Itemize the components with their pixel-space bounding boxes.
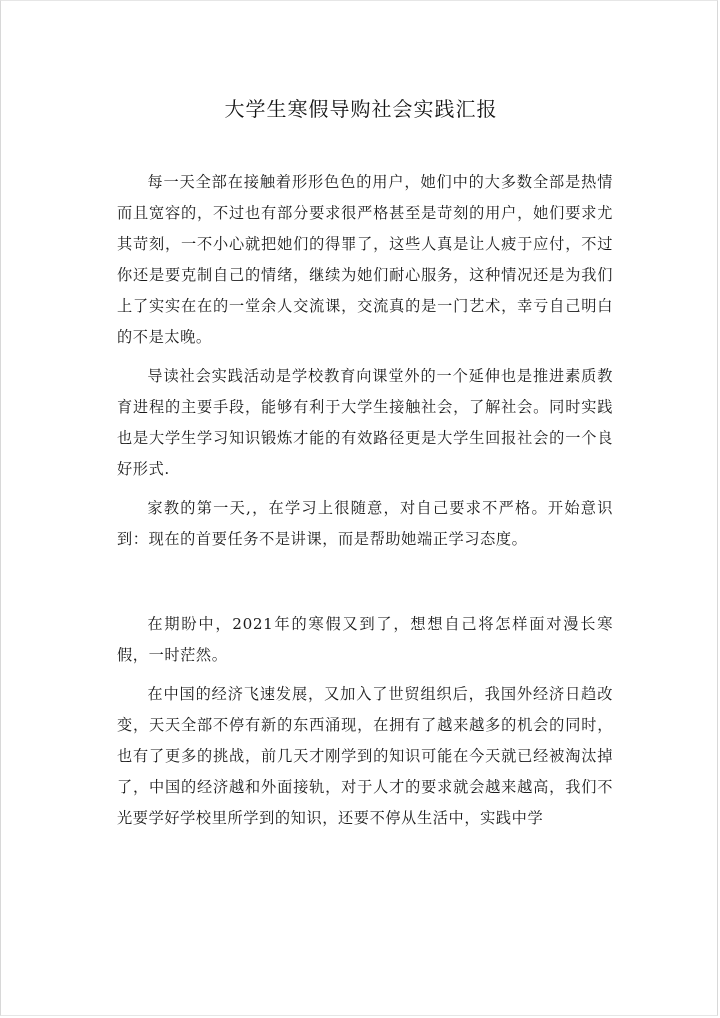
paragraph: 导读社会实践活动是学校教育向课堂外的一个延伸也是推进素质教育进程的主要手段，能够有利于大学生接触社会，了解社会。同时实践也是大学生学习知识锻炼才能的有效路径更是大学生回报社会的一个良好形式.	[117, 367, 613, 478]
paragraph: 在中国的经济飞速发展，又加入了世贸组织后，我国外经济日趋改变，天天全部不停有新的东西涌现，在拥有了越来越多的机会的同时，也有了更多的挑战，前几天才刚学到的知识可能在今天就已经被淘汰掉了，中国的经济越和外面接轨，对于人才的要求就会越来越高，我们不光要学好学校里所学到的知识，还要不停从生活中，实践中学	[117, 685, 613, 827]
document-body	[117, 167, 613, 842]
paragraph: 家教的第一天,，在学习上很随意，对自己要求不严格。开始意识到：现在的首要任务不是讲课，而是帮助她端正学习态度。	[117, 499, 613, 548]
paragraph: 每一天全部在接触着形形色色的用户，她们中的大多数全部是热情而且宽容的，不过也有部分要求很严格甚至是苛刻的用户，她们要求尤其苛刻，一不小心就把她们的得罪了，这些人真是让人疲于应付，不过你还是要克制自己的情绪，继续为她们耐心服务，这种情况还是为我们上了实实在在的一堂余人交流课，交流真的是一门艺术，幸亏自己明白的不是太晚。	[117, 173, 613, 346]
paragraph: 在期盼中，2021年的寒假又到了，想想自己将怎样面对漫长寒假，一时茫然。	[117, 615, 613, 664]
document-title: 大学生寒假导购社会实践汇报	[224, 97, 498, 121]
